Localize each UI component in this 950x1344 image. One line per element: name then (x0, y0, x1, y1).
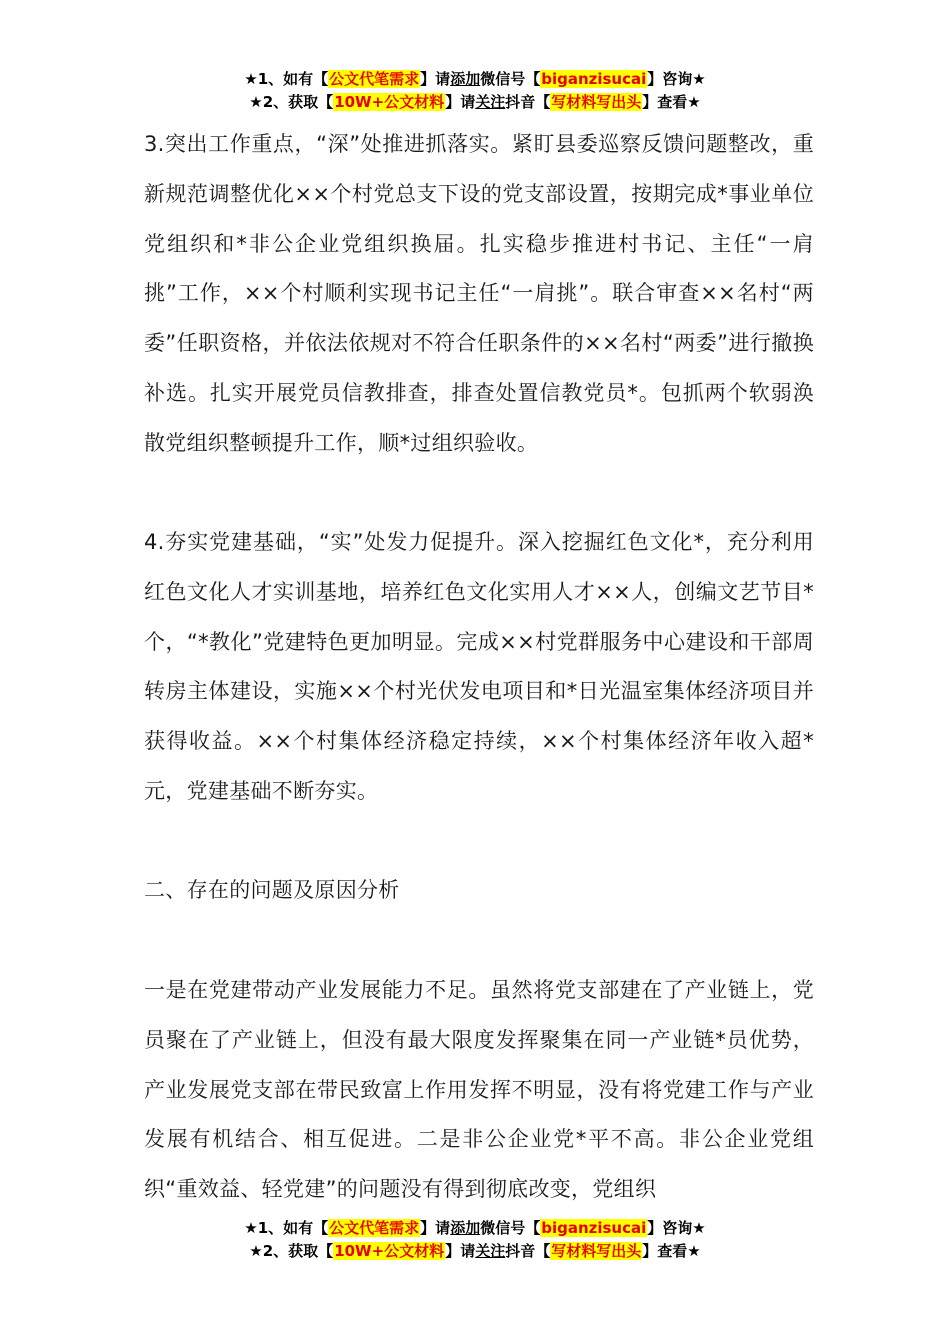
banner-line-2 (0, 1240, 950, 1263)
paragraph-problems: 一是在党建带动产业发展能力不足。虽然将党支部建在了产业链上，党员聚在了产业链上，但没有最大限度发挥聚集在同一产业链*员优势，产业发展党支部在带民致富上作用发挥不明显，没有将党建工作与产业发展有机结合、相互促进。二是非公企业党*平不高。非公企业党组织“重效益、轻党建”的问题没有得到彻底改变，党组织 (144, 978, 814, 1202)
banner-highlight: biganzisucai (541, 1219, 647, 1237)
banner-text: 】请 (445, 93, 476, 111)
banner-text: 】请 (445, 1242, 476, 1260)
footer-banner (0, 1217, 950, 1263)
banner-underline-text: 添加 (450, 1219, 481, 1237)
banner-highlight: 写材料写出头 (551, 1242, 642, 1260)
banner-text: 】查看★ (642, 93, 701, 111)
banner-line-1 (0, 1217, 950, 1240)
banner-highlight: 10W+公文材料 (334, 1242, 445, 1260)
banner-highlight: 10W+公文材料 (334, 93, 445, 111)
banner-text: 抖音【 (505, 93, 551, 111)
paragraph-work-focus: 3.突出工作重点，“深”处推进抓落实。紧盯县委巡察反馈问题整改，重新规范调整优化××个村党总支下设的党支部设置，按期完成*事业单位党组织和*非公企业党组织换届。扎实稳步推进村书记、主任“一肩挑”工作，××个村顺利实现书记主任“一肩挑”。联合审查××名村“两委”任职资格，并依法依规对不符合任职条件的××名村“两委”进行撤换补选。扎实开展党员信教排查，排查处置信教党员*。包抓两个软弱涣散党组织整顿提升工作，顺*过组织验收。 (144, 132, 814, 455)
section-heading: 二、存在的问题及原因分析 (144, 878, 400, 902)
banner-text: 】请 (420, 1219, 451, 1237)
banner-highlight: 公文代笔需求 (329, 1219, 420, 1237)
banner-line-2 (0, 91, 950, 114)
banner-text: ★2、获取【 (249, 93, 334, 111)
banner-underline-text: 关注 (475, 93, 506, 111)
paragraph-party-foundation: 4.夯实党建基础，“实”处发力促提升。深入挖掘红色文化*，充分利用红色文化人才实训基地，培养红色文化实用人才××人，创编文艺节目*个，“*教化”党建特色更加明显。完成××村党群服务中心建设和干部周转房主体建设，实施××个村光伏发电项目和*日光温室集体经济项目并获得收益。××个村集体经济稳定持续，××个村集体经济年收入超*元，党建基础不断夯实。 (144, 530, 814, 803)
banner-highlight: 写材料写出头 (551, 93, 642, 111)
banner-text: 微信号【 (480, 70, 541, 88)
banner-text: ★2、获取【 (249, 1242, 334, 1260)
banner-text: 】查看★ (642, 1242, 701, 1260)
banner-text: 】咨询★ (647, 1219, 706, 1237)
header-banner (0, 68, 950, 114)
banner-text: ★1、如有【 (244, 70, 329, 88)
banner-underline-text: 关注 (475, 1242, 506, 1260)
banner-text: 微信号【 (480, 1219, 541, 1237)
banner-text: 】请 (420, 70, 451, 88)
banner-highlight: 公文代笔需求 (329, 70, 420, 88)
banner-line-1 (0, 68, 950, 91)
banner-highlight: biganzisucai (541, 70, 647, 88)
banner-text: ★1、如有【 (244, 1219, 329, 1237)
banner-text: 】咨询★ (647, 70, 706, 88)
banner-text: 抖音【 (505, 1242, 551, 1260)
banner-underline-text: 添加 (450, 70, 481, 88)
